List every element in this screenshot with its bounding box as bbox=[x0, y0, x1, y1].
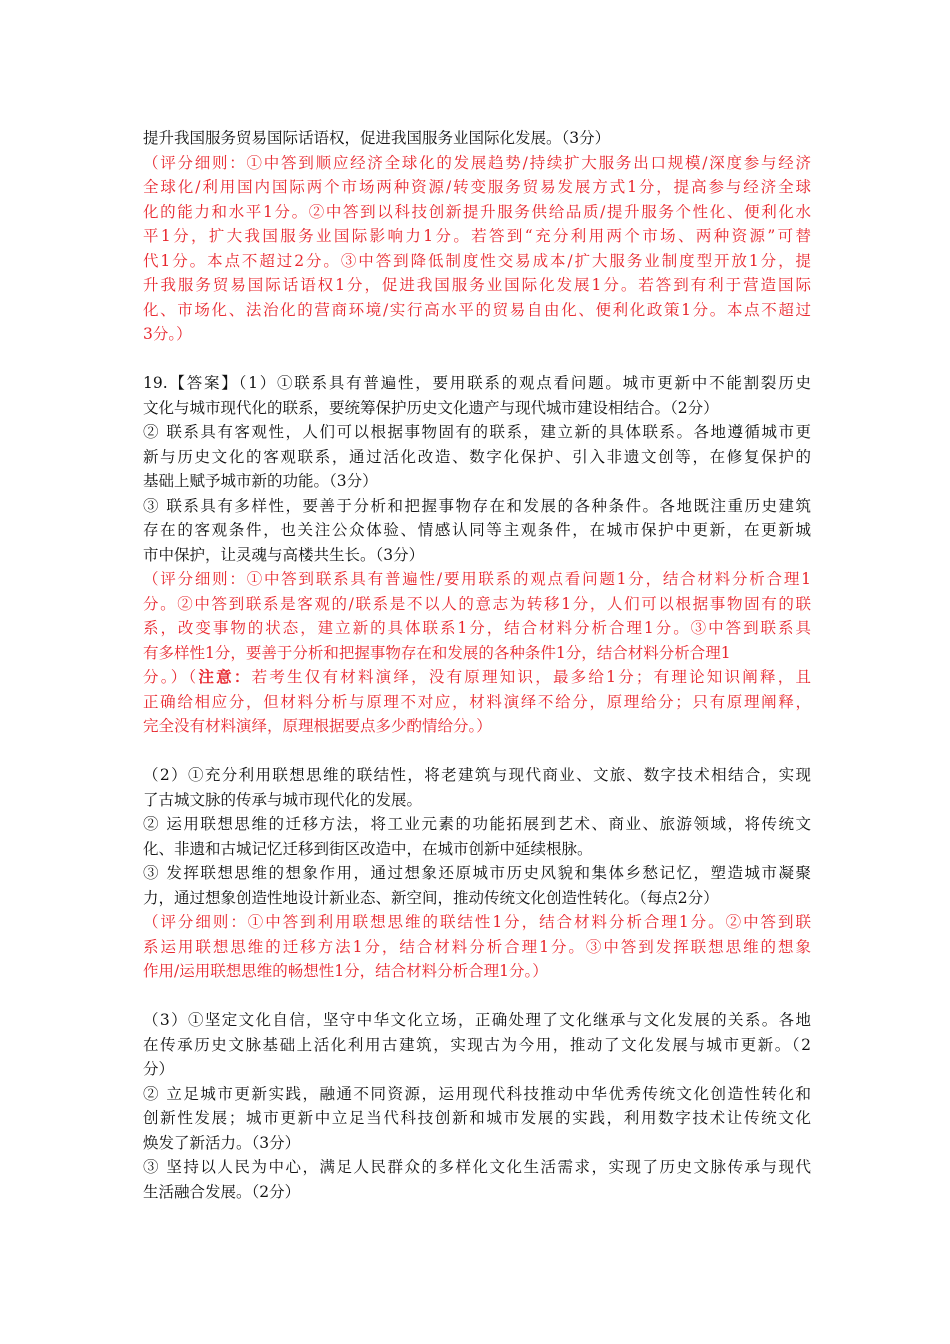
answer-text-line: ② 联系具有客观性，人们可以根据事物固有的联系，建立新的具体联系。各地遵循城市更 bbox=[143, 423, 811, 441]
answer-text-line: 化、非遗和古城记忆迁移到街区改造中，在城市创新中延续根脉。 bbox=[143, 839, 593, 858]
scoring-note-line bbox=[143, 665, 811, 690]
answer-text-line: 力，通过想象创造性地设计新业态、新空间，推动传统文化创造性转化。（每点2分） bbox=[143, 888, 719, 907]
answer-text-line: （3）①坚定文化自信，坚守中华文化立场，正确处理了文化继承与文化发展的关系。各地 bbox=[143, 1011, 811, 1029]
answer-text-line: ② 立足城市更新实践，融通不同资源，运用现代科技推动中华优秀传统文化创造性转化和 bbox=[143, 1084, 811, 1103]
scoring-note-line: 平1分，扩大我国服务业国际影响力1分。若答到“充分利用两个市场、两种资源”可替 bbox=[143, 227, 811, 245]
answer-text-line: 创新性发展；城市更新中立足当代科技创新和城市发展的实践，利用数字技术让传统文化 bbox=[143, 1109, 811, 1127]
scoring-note-line: 系，改变事物的状态，建立新的具体联系1分，结合材料分析合理1分。③中答到联系具 bbox=[143, 619, 811, 637]
paragraph-gap bbox=[143, 739, 811, 764]
scoring-note-line: 作用/运用联想思维的畅想性1分，结合材料分析合理1分。） bbox=[143, 962, 548, 980]
note-text: 若考生仅有材料演绎，没有原理知识，最多给1分；有理论知识阐释，且 bbox=[251, 668, 811, 686]
scoring-note-line: 分。②中答到联系是客观的/联系是不以人的意志为转移1分，人们可以根据事物固有的联 bbox=[143, 594, 811, 613]
answer-text-line: 市中保护，让灵魂与高楼共生长。（3分） bbox=[143, 545, 425, 564]
answer-text-line: 分） bbox=[143, 1060, 175, 1078]
scoring-note-line: （评分细则：①中答到顺应经济全球化的发展趋势/持续扩大服务出口规模/深度参与经济 bbox=[143, 153, 811, 172]
answer-text-line: ② 运用联想思维的迁移方法，将工业元素的功能拓展到艺术、商业、旅游领域，将传统文 bbox=[143, 815, 811, 833]
scoring-note-line: 化、市场化、法治化的营商环境/实行高水平的贸易自由化、便利化政策1分。本点不超过 bbox=[143, 300, 811, 319]
answer-text-line: 新与历史文化的客观联系，通过活化改造、数字化保护、引入非遗文创等，在修复保护的 bbox=[143, 447, 811, 466]
answer-text-line: 文化与城市现代化的联系，要统筹保护历史文化遗产与现代城市建设相结合。（2分） bbox=[143, 398, 719, 417]
note-emphasis: 注意： bbox=[198, 667, 252, 686]
answer-text-line: ③ 发挥联想思维的想象作用，通过想象还原城市历史风貌和集体乡愁记忆，塑造城市凝聚 bbox=[143, 864, 811, 882]
answer-text-line: 生活融合发展。（2分） bbox=[143, 1182, 301, 1201]
scoring-note-line: （评分细则：①中答到利用联想思维的联结性1分，结合材料分析合理1分。②中答到联 bbox=[143, 913, 811, 931]
answer-text-line: 存在的客观条件，也关注公众体验、情感认同等主观条件，在城市保护中更新，在更新城 bbox=[143, 521, 811, 539]
scoring-note-line: 化的能力和水平1分。②中答到以科技创新提升服务供给品质/提升服务个性化、便利化水 bbox=[143, 202, 811, 221]
answer-text-line: 了古城文脉的传承与城市现代化的发展。 bbox=[143, 790, 423, 809]
answer-text-line: 在传承历史文脉基础上活化利用古建筑，实现古为今用，推动了文化发展与城市更新。（2 bbox=[143, 1035, 811, 1054]
scoring-note-line: 正确给相应分，但材料分析与原理不对应，材料演绎不给分，原理给分；只有原理阐释， bbox=[143, 692, 811, 711]
answer-text-line: 19.【答案】（1）①联系具有普遍性，要用联系的观点看问题。城市更新中不能割裂历史 bbox=[143, 374, 811, 392]
paragraph-gap bbox=[143, 984, 811, 1009]
scoring-note-line: （评分细则：①中答到联系具有普遍性/要用联系的观点看问题1分，结合材料分析合理1 bbox=[143, 570, 811, 588]
answer-text-line: ③ 坚持以人民为中心，满足人民群众的多样化文化生活需求，实现了历史文脉传承与现代 bbox=[143, 1158, 811, 1176]
paragraph-gap bbox=[143, 347, 811, 372]
scoring-note-line: 代1分。本点不超过2分。③中答到降低制度性交易成本/扩大服务业制度型开放1分，提 bbox=[143, 251, 811, 270]
answer-document bbox=[143, 126, 811, 1204]
answer-text-line: 提升我国服务贸易国际话语权，促进我国服务业国际化发展。（3分） bbox=[143, 129, 611, 147]
note-text: 分。）（ bbox=[143, 668, 199, 686]
scoring-note-line: 全球化/利用国内国际两个市场两种资源/转变服务贸易发展方式1分，提高参与经济全球 bbox=[143, 178, 811, 196]
scoring-note-line: 系运用联想思维的迁移方法1分，结合材料分析合理1分。③中答到发挥联想思维的想象 bbox=[143, 937, 811, 956]
answer-text-line: 基础上赋予城市新的功能。（3分） bbox=[143, 472, 378, 490]
scoring-note-line: 3分。） bbox=[143, 325, 192, 343]
scoring-note-line: 有多样性1分，要善于分析和把握事物存在和发展的各种条件1分，结合材料分析合理1 bbox=[143, 643, 731, 662]
answer-text-line: （2）①充分利用联想思维的联结性，将老建筑与现代商业、文旅、数字技术相结合，实现 bbox=[143, 766, 811, 784]
scoring-note-line: 升我服务贸易国际话语权1分，促进我国服务业国际化发展1分。若答到有利于营造国际 bbox=[143, 276, 811, 294]
answer-text-line: ③ 联系具有多样性，要善于分析和把握事物存在和发展的各种条件。各地既注重历史建筑 bbox=[143, 496, 811, 515]
scoring-note-line: 完全没有材料演绎，原理根据要点多少酌情给分。） bbox=[143, 717, 492, 735]
answer-text-line: 焕发了新活力。（3分） bbox=[143, 1133, 301, 1152]
